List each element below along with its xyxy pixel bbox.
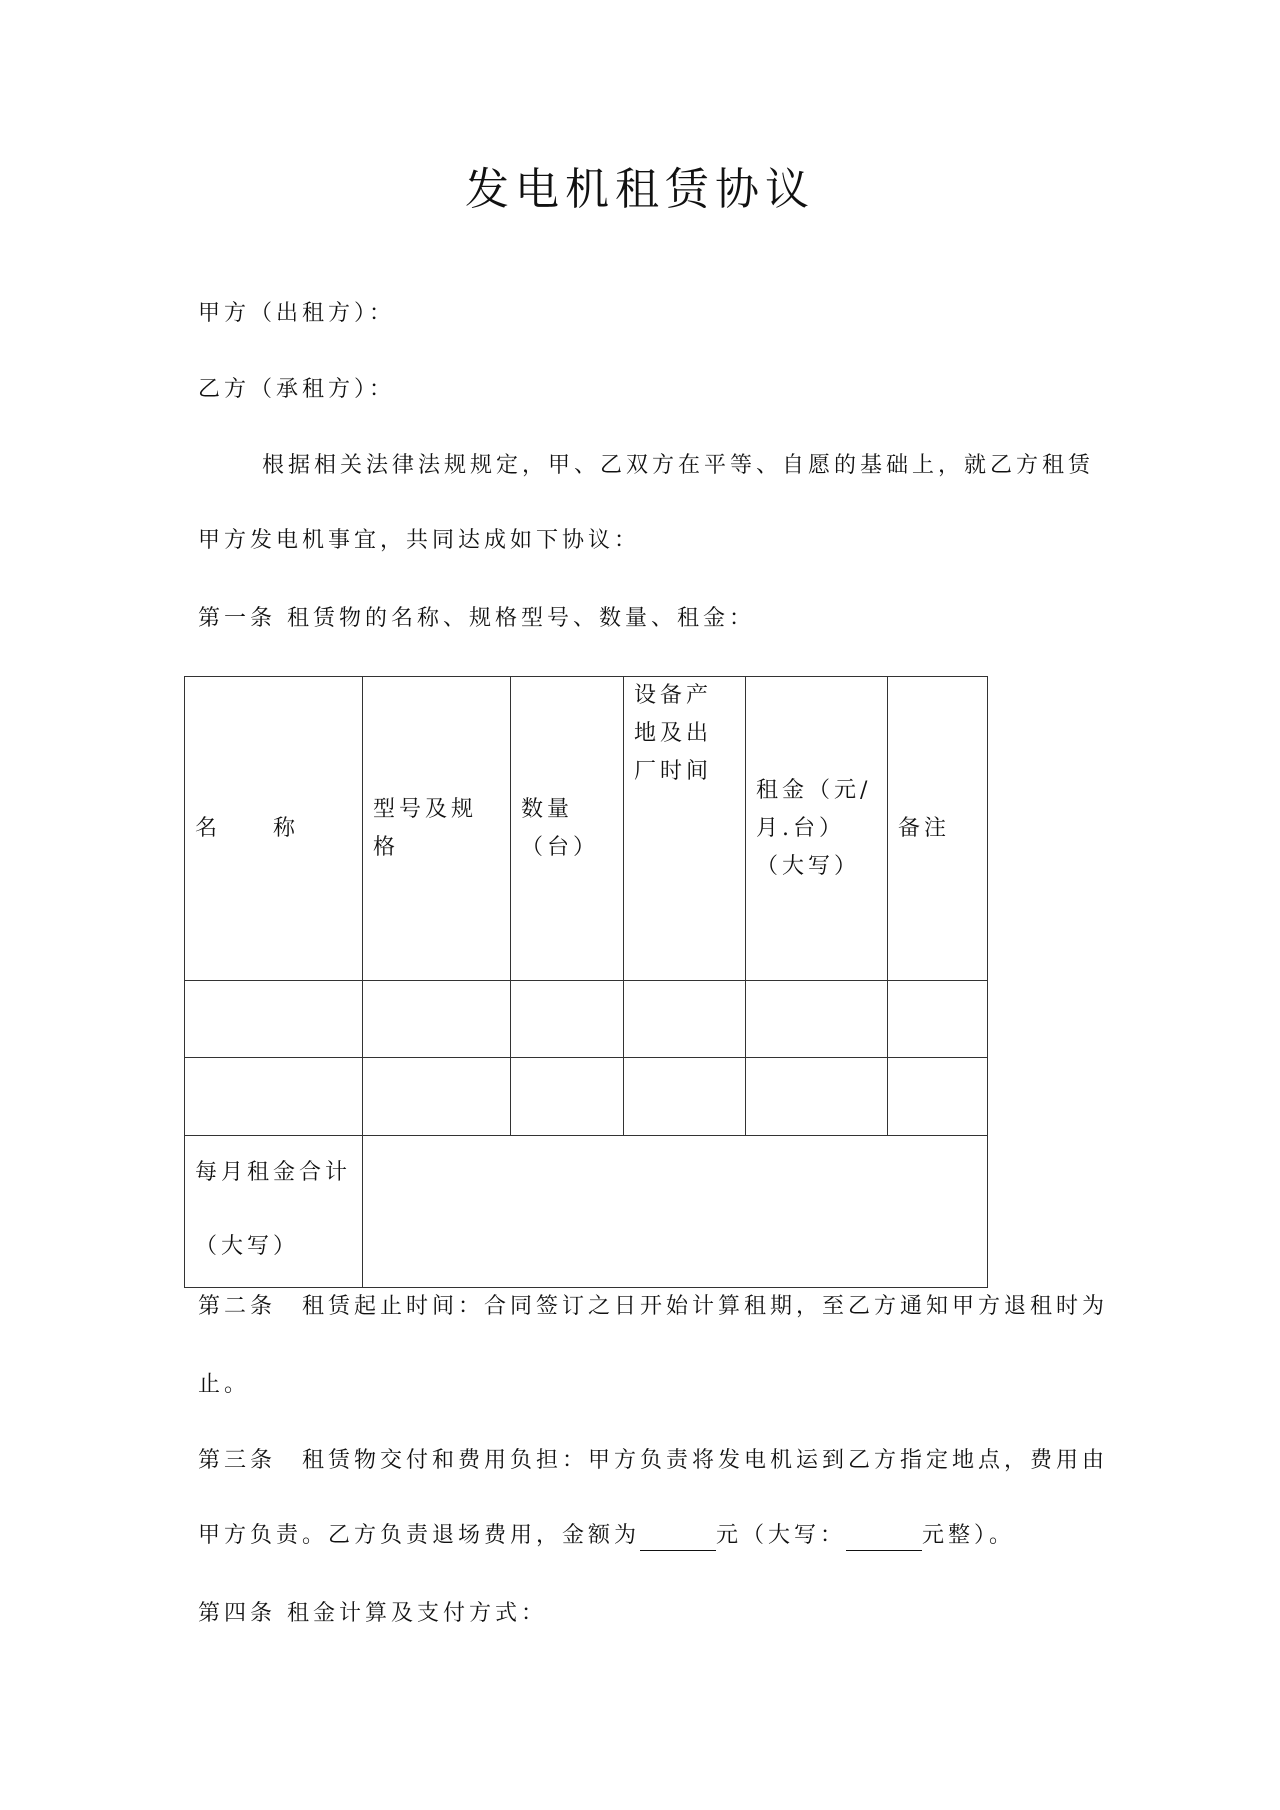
total-value-cell[interactable]	[363, 1136, 988, 1288]
table-row	[185, 1058, 988, 1136]
party-a: 甲方（出租方）：	[198, 301, 396, 326]
cell[interactable]	[511, 981, 624, 1058]
party-b: 乙方（承租方）：	[198, 377, 396, 402]
document-title: 发电机租赁协议	[465, 164, 815, 215]
article-3-text-b: 元（大写：	[716, 1523, 847, 1548]
rental-table	[184, 676, 988, 1288]
intro-line-2: 甲方发电机事宜，共同达成如下协议：	[198, 528, 641, 553]
article-3-text-c: 元整）。	[922, 1523, 1016, 1548]
header-model: 型号及规格	[363, 677, 511, 981]
header-quantity: 数量（台）	[511, 677, 624, 981]
article-4: 第四条 租金计算及支付方式：	[198, 1601, 547, 1626]
header-name: 名 称	[185, 677, 363, 981]
cell[interactable]	[746, 1058, 888, 1136]
article-2-line-2: 止。	[198, 1372, 251, 1397]
cell[interactable]	[888, 1058, 988, 1136]
cell[interactable]	[511, 1058, 624, 1136]
total-label: 每月租金合计（大写）	[185, 1136, 363, 1288]
cell[interactable]	[363, 981, 511, 1058]
header-remark: 备注	[888, 677, 988, 981]
cell[interactable]	[746, 981, 888, 1058]
article-3-text-a: 甲方负责。乙方负责退场费用，金额为	[198, 1523, 641, 1548]
cell[interactable]	[624, 1058, 746, 1136]
cell[interactable]	[624, 981, 746, 1058]
fee-amount-blank[interactable]	[640, 1526, 716, 1551]
article-2-line-1: 第二条 租赁起止时间：合同签订之日开始计算租期，至乙方通知甲方退租时为	[198, 1294, 1109, 1319]
header-origin: 设备产地及出厂时间	[624, 677, 746, 981]
header-rent: 租金（元/月.台）（大写）	[746, 677, 888, 981]
table-row	[185, 981, 988, 1058]
article-3-line-2	[198, 1521, 1015, 1551]
fee-amount-words-blank[interactable]	[846, 1526, 922, 1551]
cell[interactable]	[185, 981, 363, 1058]
cell[interactable]	[363, 1058, 511, 1136]
cell[interactable]	[185, 1058, 363, 1136]
intro-line-1: 根据相关法律法规规定，甲、乙双方在平等、自愿的基础上，就乙方租赁	[262, 453, 1095, 478]
article-3-line-1: 第三条 租赁物交付和费用负担：甲方负责将发电机运到乙方指定地点，费用由	[198, 1448, 1109, 1473]
cell[interactable]	[888, 981, 988, 1058]
article-1: 第一条 租赁物的名称、规格型号、数量、租金：	[198, 606, 755, 631]
